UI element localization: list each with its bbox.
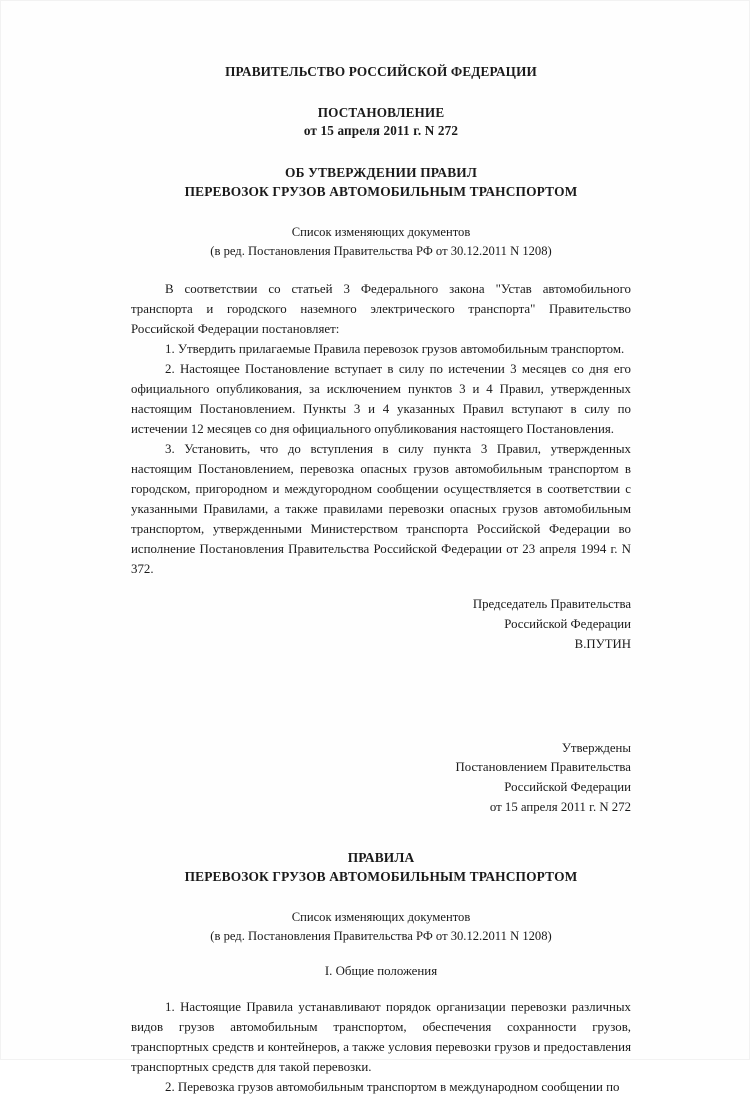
section-1-heading: I. Общие положения	[324, 963, 438, 978]
doc-title-line-1: ОБ УТВЕРЖДЕНИИ ПРАВИЛ	[285, 165, 477, 181]
amendments-label: Список изменяющих документов	[291, 225, 471, 240]
approval-line-1: Утверждены	[561, 740, 631, 755]
document-body	[131, 63, 631, 1097]
section-1-clause-2: 2. Перевозка грузов автомобильным транспортом в международном сообщении по	[165, 1079, 620, 1094]
spacer	[131, 579, 631, 595]
signature-name: В.ПУТИН	[574, 636, 631, 651]
doc-type-heading: ПОСТАНОВЛЕНИЕ	[317, 104, 445, 120]
spacer	[131, 818, 631, 848]
spacer	[131, 886, 631, 908]
spacer	[131, 725, 631, 739]
spacer	[131, 261, 631, 279]
clause-2-paragraph: 2. Настоящее Постановление вступает в силу по истечении 3 месяцев со дня его официального опубликования, за исключением пунктов 3 и 4 Правил, утвержденных настоящим Постановлением. Пункты 3 и 4 указанных Правил вступают в силу по истечении 12 месяцев со дня официального опубликования настоящего Постановления.	[131, 362, 631, 437]
doc-title-line-2: ПЕРЕВОЗОК ГРУЗОВ АВТОМОБИЛЬНЫМ ТРАНСПОРТОМ	[184, 184, 578, 200]
rules-amendments-label: Список изменяющих документов	[291, 909, 471, 924]
spacer	[131, 979, 631, 997]
section-1-clause-1: 1. Настоящие Правила устанавливают порядок организации перевозки различных видов грузов автомобильным транспортом, обеспечения сохранности грузов, транспортных средств и контейнеров, а также условия перевозки грузов и предоставления транспортных средств для такой перевозки.	[131, 999, 631, 1074]
clause-3-paragraph: 3. Установить, что до вступления в силу пункта 3 Правил, утвержденных настоящим Постановлением, перевозка опасных грузов автомобильным транспортом в городском, пригородном и междугородном сообщении осуществляется в соответствии с указанными Правилами, а также правилами перевозки опасных грузов автомобильным транспортом, утвержденными Министерством транспорта Российской Федерации во исполнение Постановления Правительства Российской Федерации от 23 апреля 1994 г. N 372.	[131, 442, 631, 577]
amendments-reference: (в ред. Постановления Правительства РФ от 30.12.2011 N 1208)	[210, 244, 552, 259]
spacer	[131, 946, 631, 964]
clause-1-paragraph: 1. Утвердить прилагаемые Правила перевозок грузов автомобильным транспортом.	[165, 342, 625, 357]
spacer	[131, 201, 631, 223]
rules-title-line-1: ПРАВИЛА	[347, 849, 415, 865]
spacer	[131, 655, 631, 725]
rules-amendments-reference: (в ред. Постановления Правительства РФ от 30.12.2011 N 1208)	[210, 928, 552, 943]
rules-title-line-2: ПЕРЕВОЗОК ГРУЗОВ АВТОМОБИЛЬНЫМ ТРАНСПОРТОМ	[184, 868, 578, 884]
approval-line-4: от 15 апреля 2011 г. N 272	[489, 800, 631, 815]
preamble-paragraph: В соответствии со статьей 3 Федерального закона "Устав автомобильного транспорта и городского наземного электрического транспорта" Правительство Российской Федерации постановляет:	[131, 282, 631, 337]
doc-date-number: от 15 апреля 2011 г. N 272	[303, 123, 459, 139]
approval-line-3: Российской Федерации	[504, 780, 631, 795]
spacer	[131, 82, 631, 104]
approval-line-2: Постановлением Правительства	[455, 760, 631, 775]
spacer	[131, 141, 631, 163]
issuer-heading: ПРАВИТЕЛЬСТВО РОССИЙСКОЙ ФЕДЕРАЦИИ	[225, 64, 537, 79]
signature-country: Российской Федерации	[504, 616, 631, 631]
signature-position: Председатель Правительства	[472, 597, 631, 612]
